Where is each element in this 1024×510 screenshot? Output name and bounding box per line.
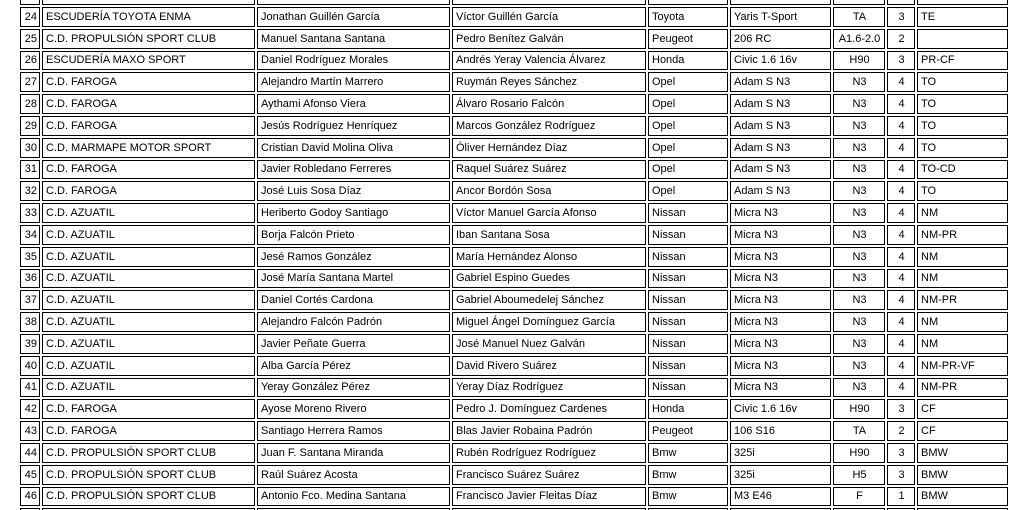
cell-co-driver: Iban Santana Sosa (452, 225, 646, 245)
cell-group: 4 (887, 247, 915, 267)
cell-driver: Cristian David Molina Oliva (257, 138, 450, 158)
table-row (20, 160, 1008, 180)
cell-driver: José María Santana Martel (257, 269, 450, 289)
cell-row-number: 43 (20, 421, 40, 441)
table-row (20, 138, 1008, 158)
cell-driver: Alba García Pérez (257, 356, 450, 376)
cell-co-driver: Gabriel Espino Guedes (452, 269, 646, 289)
cell-class: N3 (833, 72, 885, 92)
cell-driver: Javier Peñate Guerra (257, 334, 450, 354)
cell-club: C.D. AZUATIL (42, 225, 255, 245)
cell-class: TA (833, 7, 885, 27)
cell-model: Micra N3 (730, 225, 831, 245)
cell-co-driver: Miguel Ángel Domínguez García (452, 312, 646, 332)
cell-row-number: 39 (20, 334, 40, 354)
cell-class: N3 (833, 138, 885, 158)
cell-make: Opel (648, 94, 728, 114)
cell-make (648, 0, 728, 5)
cell-group: 4 (887, 72, 915, 92)
table-row (20, 225, 1008, 245)
cell-club: C.D. AZUATIL (42, 356, 255, 376)
cell-codes (917, 0, 1008, 5)
cell-row-number: 44 (20, 443, 40, 463)
cell-co-driver: Blas Javier Robaina Padrón (452, 421, 646, 441)
cell-model: Yaris T-Sport (730, 7, 831, 27)
cell-make: Peugeot (648, 29, 728, 49)
entry-list-table (18, 0, 1010, 510)
cell-make: Nissan (648, 378, 728, 398)
cell-group: 3 (887, 7, 915, 27)
cell-model: 325i (730, 443, 831, 463)
cell-group: 3 (887, 443, 915, 463)
cell-row-number: 36 (20, 269, 40, 289)
cell-club: C.D. AZUATIL (42, 247, 255, 267)
cell-model: Civic 1.6 16v (730, 51, 831, 71)
cell-co-driver: Gabriel Aboumedelej Sánchez (452, 290, 646, 310)
cell-group: 4 (887, 356, 915, 376)
cell-club: C.D. FAROGA (42, 399, 255, 419)
cell-group: 4 (887, 269, 915, 289)
cell-club: C.D. AZUATIL (42, 269, 255, 289)
cell-make: Toyota (648, 7, 728, 27)
cell-co-driver: Ruymán Reyes Sánchez (452, 72, 646, 92)
cell-class: N3 (833, 378, 885, 398)
cell-class: N3 (833, 334, 885, 354)
cell-codes: TO (917, 94, 1008, 114)
cell-codes: TO (917, 138, 1008, 158)
cell-class: TA (833, 421, 885, 441)
cell-codes: CF (917, 399, 1008, 419)
cell-group: 3 (887, 399, 915, 419)
cell-row-number (20, 0, 40, 5)
cell-model: Micra N3 (730, 334, 831, 354)
cell-driver: Raúl Suárez Acosta (257, 465, 450, 485)
cell-driver: Jesé Ramos González (257, 247, 450, 267)
cell-co-driver: Yeray Díaz Rodríguez (452, 378, 646, 398)
cell-row-number: 37 (20, 290, 40, 310)
cell-row-number: 42 (20, 399, 40, 419)
cell-codes: NM-PR-VF (917, 356, 1008, 376)
cell-row-number: 25 (20, 29, 40, 49)
cell-driver: Manuel Santana Santana (257, 29, 450, 49)
table-row (20, 465, 1008, 485)
cell-model: Micra N3 (730, 269, 831, 289)
cell-driver: Alejandro Martín Marrero (257, 72, 450, 92)
cell-model: Micra N3 (730, 378, 831, 398)
cell-co-driver: Álvaro Rosario Falcón (452, 94, 646, 114)
cell-group: 4 (887, 225, 915, 245)
cell-codes: NM-PR (917, 290, 1008, 310)
cell-row-number: 29 (20, 116, 40, 136)
cell-model: 325i (730, 465, 831, 485)
table-row (20, 203, 1008, 223)
cell-group: 1 (887, 487, 915, 507)
cell-co-driver: Rubén Rodríguez Rodríguez (452, 443, 646, 463)
cell-co-driver: Óliver Hernández Díaz (452, 138, 646, 158)
cell-group: 3 (887, 465, 915, 485)
cell-co-driver: Andrés Yeray Valencia Álvarez (452, 51, 646, 71)
cell-class: N3 (833, 181, 885, 201)
cell-co-driver: Francisco Javier Fleitas Díaz (452, 487, 646, 507)
cell-co-driver (452, 0, 646, 5)
cell-driver: Aythami Afonso Viera (257, 94, 450, 114)
cell-model (730, 0, 831, 5)
cell-codes: BMW (917, 465, 1008, 485)
cell-group: 4 (887, 160, 915, 180)
cell-class: N3 (833, 203, 885, 223)
cell-class: N3 (833, 290, 885, 310)
cell-co-driver: María Hernández Alonso (452, 247, 646, 267)
cell-club: ESCUDERÍA MAXO SPORT (42, 51, 255, 71)
cell-make: Peugeot (648, 421, 728, 441)
cell-row-number: 26 (20, 51, 40, 71)
cell-co-driver: Raquel Suárez Suárez (452, 160, 646, 180)
cell-make: Opel (648, 116, 728, 136)
cell-codes (917, 29, 1008, 49)
table-row (20, 247, 1008, 267)
table-row (20, 334, 1008, 354)
cell-make: Bmw (648, 465, 728, 485)
cell-make: Nissan (648, 225, 728, 245)
cell-make: Bmw (648, 443, 728, 463)
cell-class: A1.6-2.0 (833, 29, 885, 49)
cell-group: 4 (887, 378, 915, 398)
cell-class: N3 (833, 116, 885, 136)
cell-row-number: 41 (20, 378, 40, 398)
table-row (20, 72, 1008, 92)
cell-codes: TO (917, 72, 1008, 92)
cell-club: C.D. AZUATIL (42, 290, 255, 310)
cell-make: Nissan (648, 269, 728, 289)
cell-codes: BMW (917, 443, 1008, 463)
cell-codes: NM (917, 247, 1008, 267)
cell-row-number: 32 (20, 181, 40, 201)
cell-class: N3 (833, 312, 885, 332)
cell-model: Micra N3 (730, 290, 831, 310)
cell-make: Opel (648, 72, 728, 92)
cell-row-number: 46 (20, 487, 40, 507)
cell-codes: TO (917, 181, 1008, 201)
cell-club: C.D. PROPULSIÓN SPORT CLUB (42, 487, 255, 507)
cell-row-number: 34 (20, 225, 40, 245)
cell-class: N3 (833, 94, 885, 114)
cell-co-driver: Pedro J. Domínguez Cardenes (452, 399, 646, 419)
cell-class: F (833, 487, 885, 507)
cell-club: C.D. AZUATIL (42, 378, 255, 398)
cell-row-number: 28 (20, 94, 40, 114)
cell-model: Micra N3 (730, 247, 831, 267)
cell-club: ESCUDERÍA TOYOTA ENMA (42, 7, 255, 27)
cell-driver: Daniel Cortés Cardona (257, 290, 450, 310)
cell-driver (257, 0, 450, 5)
cell-row-number: 33 (20, 203, 40, 223)
cell-model: Micra N3 (730, 356, 831, 376)
cell-group: 4 (887, 290, 915, 310)
cell-group: 2 (887, 421, 915, 441)
cell-row-number: 24 (20, 7, 40, 27)
cell-driver: Jesús Rodríguez Henríquez (257, 116, 450, 136)
cell-model: Micra N3 (730, 312, 831, 332)
cell-co-driver: Francisco Suárez Suárez (452, 465, 646, 485)
cell-group: 4 (887, 181, 915, 201)
cell-model: 106 S16 (730, 421, 831, 441)
cell-co-driver: Marcos González Rodríguez (452, 116, 646, 136)
cell-club: C.D. AZUATIL (42, 312, 255, 332)
table-row (20, 312, 1008, 332)
cell-codes: NM-PR (917, 378, 1008, 398)
partial-table-row-top (20, 0, 1008, 5)
cell-make: Nissan (648, 334, 728, 354)
cell-class: H90 (833, 443, 885, 463)
cell-group: 4 (887, 203, 915, 223)
cell-make: Opel (648, 138, 728, 158)
cell-codes: TO (917, 116, 1008, 136)
table-row (20, 116, 1008, 136)
entry-list-body (20, 0, 1008, 510)
cell-driver: Juan F. Santana Miranda (257, 443, 450, 463)
cell-class: H5 (833, 465, 885, 485)
cell-class: H90 (833, 51, 885, 71)
cell-club: C.D. PROPULSIÓN SPORT CLUB (42, 29, 255, 49)
cell-club: C.D. FAROGA (42, 181, 255, 201)
cell-codes: CF (917, 421, 1008, 441)
cell-driver: Jonathan Guillén García (257, 7, 450, 27)
cell-class: N3 (833, 269, 885, 289)
cell-codes: TE (917, 7, 1008, 27)
cell-model: Adam S N3 (730, 160, 831, 180)
cell-model: Adam S N3 (730, 116, 831, 136)
table-row (20, 443, 1008, 463)
cell-driver: Javier Robledano Ferreres (257, 160, 450, 180)
cell-driver: Santiago Herrera Ramos (257, 421, 450, 441)
cell-club: C.D. FAROGA (42, 160, 255, 180)
cell-driver: Yeray González Pérez (257, 378, 450, 398)
cell-group: 4 (887, 138, 915, 158)
table-row (20, 7, 1008, 27)
table-row (20, 181, 1008, 201)
cell-driver: Alejandro Falcón Padrón (257, 312, 450, 332)
cell-group: 3 (887, 51, 915, 71)
cell-codes: NM (917, 269, 1008, 289)
cell-model: Adam S N3 (730, 94, 831, 114)
cell-codes: NM-PR (917, 225, 1008, 245)
cell-group: 2 (887, 29, 915, 49)
cell-codes: NM (917, 203, 1008, 223)
cell-row-number: 30 (20, 138, 40, 158)
cell-make: Bmw (648, 487, 728, 507)
cell-class: N3 (833, 247, 885, 267)
cell-driver: Antonio Fco. Medina Santana (257, 487, 450, 507)
cell-make: Honda (648, 399, 728, 419)
cell-row-number: 35 (20, 247, 40, 267)
cell-club: C.D. PROPULSIÓN SPORT CLUB (42, 465, 255, 485)
cell-model: 206 RC (730, 29, 831, 49)
cell-club (42, 0, 255, 5)
cell-make: Nissan (648, 356, 728, 376)
cell-class: H90 (833, 399, 885, 419)
table-row (20, 29, 1008, 49)
cell-make: Nissan (648, 290, 728, 310)
cell-co-driver: José Manuel Nuez Galván (452, 334, 646, 354)
cell-model: Adam S N3 (730, 72, 831, 92)
cell-club: C.D. PROPULSIÓN SPORT CLUB (42, 443, 255, 463)
cell-make: Nissan (648, 203, 728, 223)
cell-co-driver: Víctor Guillén García (452, 7, 646, 27)
cell-club: C.D. FAROGA (42, 72, 255, 92)
cell-club: C.D. FAROGA (42, 116, 255, 136)
cell-group (887, 0, 915, 5)
cell-co-driver: David Rivero Suárez (452, 356, 646, 376)
cell-codes: NM (917, 334, 1008, 354)
cell-make: Nissan (648, 312, 728, 332)
cell-class: N3 (833, 160, 885, 180)
table-row (20, 290, 1008, 310)
table-row (20, 269, 1008, 289)
cell-make: Opel (648, 181, 728, 201)
cell-model: Adam S N3 (730, 181, 831, 201)
cell-club: C.D. FAROGA (42, 421, 255, 441)
cell-co-driver: Ancor Bordón Sosa (452, 181, 646, 201)
cell-club: C.D. AZUATIL (42, 334, 255, 354)
cell-row-number: 27 (20, 72, 40, 92)
cell-model: M3 E46 (730, 487, 831, 507)
cell-codes: BMW (917, 487, 1008, 507)
cell-driver: Heriberto Godoy Santiago (257, 203, 450, 223)
cell-group: 4 (887, 94, 915, 114)
cell-codes: NM (917, 312, 1008, 332)
cell-codes: TO-CD (917, 160, 1008, 180)
cell-co-driver: Pedro Benítez Galván (452, 29, 646, 49)
table-row (20, 378, 1008, 398)
table-row (20, 487, 1008, 507)
cell-class: N3 (833, 225, 885, 245)
cell-driver: Daniel Rodríguez Morales (257, 51, 450, 71)
table-row (20, 356, 1008, 376)
cell-group: 4 (887, 312, 915, 332)
cell-make: Opel (648, 160, 728, 180)
cell-model: Adam S N3 (730, 138, 831, 158)
table-row (20, 399, 1008, 419)
cell-make: Honda (648, 51, 728, 71)
cell-make: Nissan (648, 247, 728, 267)
cell-class: N3 (833, 356, 885, 376)
table-row (20, 94, 1008, 114)
cell-row-number: 40 (20, 356, 40, 376)
cell-model: Civic 1.6 16v (730, 399, 831, 419)
cell-row-number: 38 (20, 312, 40, 332)
cell-class (833, 0, 885, 5)
cell-row-number: 31 (20, 160, 40, 180)
cell-driver: Ayose Moreno Rivero (257, 399, 450, 419)
cell-model: Micra N3 (730, 203, 831, 223)
cell-driver: Borja Falcón Prieto (257, 225, 450, 245)
cell-club: C.D. MARMAPE MOTOR SPORT (42, 138, 255, 158)
cell-co-driver: Víctor Manuel García Afonso (452, 203, 646, 223)
cell-group: 4 (887, 116, 915, 136)
cell-club: C.D. FAROGA (42, 94, 255, 114)
table-row (20, 51, 1008, 71)
table-row (20, 421, 1008, 441)
cell-driver: José Luis Sosa Díaz (257, 181, 450, 201)
cell-group: 4 (887, 334, 915, 354)
cell-row-number: 45 (20, 465, 40, 485)
cell-codes: PR-CF (917, 51, 1008, 71)
cell-club: C.D. AZUATIL (42, 203, 255, 223)
